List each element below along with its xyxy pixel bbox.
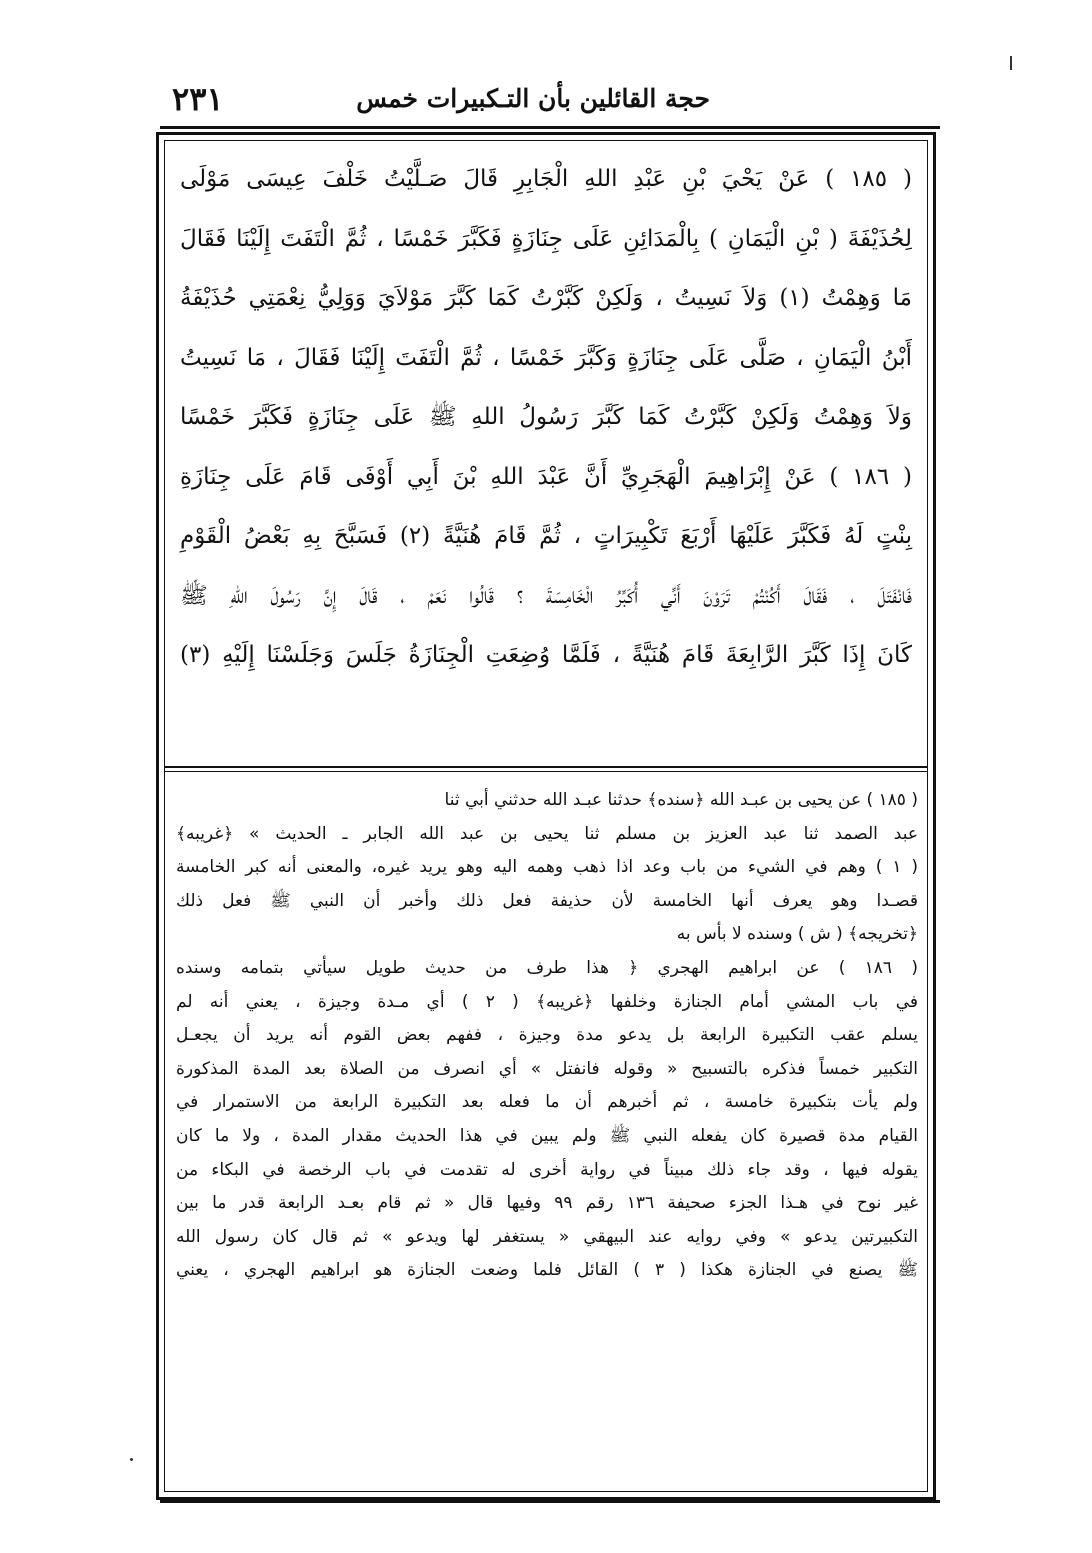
footnote-line: غير نوح في هـذا الجزء صحيفة ١٣٦ رقم ٩٩ وفيها قال « ثم قام بعـد الرابعة قدر ما بين xyxy=(176,1193,918,1214)
hadith-line: ( ١٨٥ ) عَنْ يَحْيَ بْنِ عَبْدِ اللهِ الْجَابِرِ قَالَ صَـلَّيْتُ خَلْفَ عِيسَى مَوْلَى xyxy=(180,166,912,192)
footnote-line: يسلم عقب التكبيرة الرابعة بل يدعو مدة وجيزة ، ففهم بعض القوم أنه يريد أن يجعـل xyxy=(176,1025,918,1046)
bottom-rule xyxy=(160,1500,940,1503)
hadith-line: ( ١٨٦ ) عَنْ إِبْرَاهِيمَ الْهَجَرِيِّ أَنَّ عَبْدَ اللهِ بْنَ أَبِي أَوْفَى قَامَ عَلَى جِنَازَةِ xyxy=(180,463,912,490)
hadith-text xyxy=(180,150,912,750)
hadith-line: لِحُذَيْفَةَ ( بْنِ الْيَمَانِ ) بِالْمَدَائِنِ عَلَى جِنَازَةٍ فَكَبَّرَ خَمْسًا ، ثُمَّ الْتَفَتَ إِلَيْنَا فَقَالَ xyxy=(180,225,912,252)
margin-speck xyxy=(130,1458,133,1461)
hadith-line: بِنْتٍ لَهُ فَكَبَّرَ عَلَيْهَا أَرْبَعَ تَكْبِيرَاتٍ ، ثُمَّ قَامَ هُنَيَّةً (٢) فَسَبَّحَ بِهِ بَعْضُ الْقَوْمِ xyxy=(180,523,912,549)
section-divider-thin xyxy=(164,771,928,772)
footnote-line: ( ١٨٥ ) عن يحيى بن عبـد الله ﴿سنده﴾ حدثنا عبـد الله حدثني أبي ثنا xyxy=(444,790,918,810)
page-header xyxy=(160,78,940,124)
footnote-line: التكبير خمساً فذكره بالتسبيح « وقوله فانفتل » أي انصرف من الصلاة بعد المدة المذكورة xyxy=(176,1058,918,1079)
footnote-line: عبد الصمد ثنا عبد العزيز بن مسلم ثنا يحيى بن عبد الله الجابر ـ الحديث » ﴿غريبه﴾ xyxy=(176,823,918,844)
footnotes xyxy=(176,784,918,1484)
hadith-line: وَلاَ وَهِمْتُ وَلَكِنْ كَبَّرْتُ كَمَا كَبَّرَ رَسُولُ اللهِ ﷺ عَلَى جِنَازَةٍ فَكَبَّرَ خَمْسًا xyxy=(180,404,912,430)
hadith-line: فَانْفَتَلَ ، فَقَالَ أَكُنْتُمْ تَرَوْنَ أَنِّي أُكَبِّرُ الْخَامِسَةَ ؟ قَالُوا نَعَمْ ، قَالَ إِنَّ رَسُولَ اللهِ ﷺ xyxy=(180,582,912,609)
footnote-line: ولم يأت بتكبيرة خامسة ، ثم أخبرهم أن ما فعله بعد التكبيرة الرابعة من الاستمرار في xyxy=(176,1092,918,1113)
hadith-line: كَانَ إِذَا كَبَّرَ الرَّابِعَةَ قَامَ هُنَيَّةً ، فَلَمَّا وُضِعَتِ الْجِنَازَةُ جَلَسَ وَجَلَسْنَا إِلَيْهِ (٣) xyxy=(180,642,912,668)
footnote-line: قصـدا وهو يعرف أنها الخامسة لأن حذيفة فعل ذلك وأخبر أن النبي ﷺ فعل ذلك xyxy=(176,890,918,911)
footnote-line: ( ١٨٦ ) عن ابراهيم الهجري ﴿ هذا طرف من حديث طويل سيأتي بتمامه وسنده xyxy=(176,957,918,978)
running-title: حجة القائلين بأن التـكبيرات خمس xyxy=(356,84,710,113)
hadith-line: أَبْنُ الْيَمَانِ ، صَلَّى عَلَى جِنَازَةٍ وَكَبَّرَ خَمْسًا ، ثُمَّ الْتَفَتَ إِلَيْنَا فَقَالَ ، مَا نَسِيتُ xyxy=(180,344,912,371)
footnote-line: يقوله فيها ، وقد جاء ذلك مبيناً في رواية أخرى له تقدمت في باب الرخصة في البكاء من xyxy=(176,1159,918,1180)
footnote-line: ( ١ ) وهم في الشيء من باب وعد اذا ذهب وهمه اليه وهو يريد غيره، والمعنى أنه كبر الخامسة xyxy=(176,857,918,878)
margin-mark xyxy=(1010,56,1012,70)
page-number: ٢٣١ xyxy=(172,80,224,118)
footnote-line: ﴿تخريجه﴾ ( ش ) وسنده لا بأس به xyxy=(676,924,918,945)
hadith-line: مَا وَهِمْتُ (١) وَلاَ نَسِيتُ ، وَلَكِنْ كَبَّرْتُ كَمَا كَبَّرَ مَوْلاَيَ وَوَلِيُّ نِعْمَتِي حُذَيْفَةُ xyxy=(180,285,912,311)
header-rule xyxy=(160,126,940,129)
footnote-line: التكبيرتين يدعو » وفي روايه عند البيهقي « يستغفر لها ويدعو » ثم قال كان رسول الله xyxy=(176,1226,918,1247)
footnote-line: في باب المشي أمام الجنازة وخلفها ﴿غريبه﴾ ( ٢ ) أي مـدة وجيزة ، يعني أنه لم xyxy=(176,991,918,1012)
footnote-line: القيام مدة قصيرة كان يفعله النبي ﷺ ولم يبين في هذا الحديث مقدار المدة ، ولا ما كان xyxy=(176,1125,918,1146)
section-divider xyxy=(164,766,928,768)
footnote-line: ﷺ يصنع في الجنازة هكذا ( ٣ ) القائل فلما وضعت الجنازة هو ابراهيم الهجري ، يعني xyxy=(176,1260,918,1281)
